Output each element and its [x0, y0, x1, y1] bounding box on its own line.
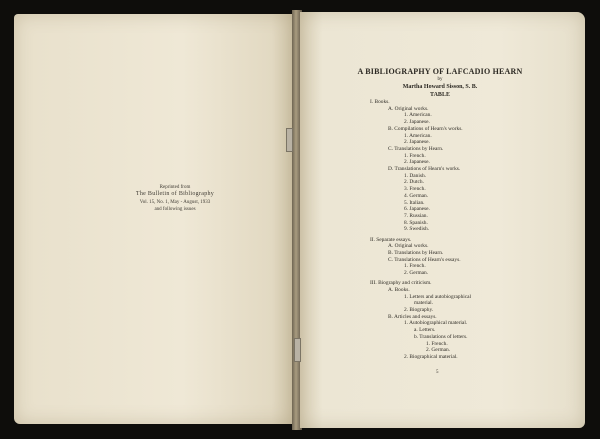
- toc-entry: A. Original works.: [388, 243, 429, 250]
- toc-entry: A. Books.: [388, 286, 410, 293]
- reprint-line: and following issues: [154, 207, 196, 213]
- toc-entry: C. Translations by Hearn.: [388, 145, 444, 152]
- toc-entry: a. Letters.: [414, 327, 436, 334]
- toc-entry: B. Translations by Hearn.: [388, 249, 444, 256]
- toc-entry: 1. American.: [404, 112, 432, 119]
- toc-entry: 2. German.: [426, 347, 451, 354]
- reprint-line: Vol. 15, No. 1, May - August, 1933: [139, 199, 211, 205]
- toc-entry: B. Articles and essays.: [388, 313, 437, 320]
- page-number: 5: [436, 370, 439, 375]
- toc-entry: 2. Japanese.: [404, 119, 430, 126]
- toc-entry: 2. Japanese.: [404, 159, 430, 166]
- toc-entry: 8. Spanish.: [404, 219, 428, 226]
- toc-entry: 1. Autobiographical material.: [404, 320, 468, 327]
- toc-entry: 1. French.: [404, 263, 426, 270]
- toc-entry: B. Compilations of Hearn's works.: [388, 125, 463, 132]
- by-line: by: [437, 77, 443, 82]
- toc-entry: 2. German.: [404, 270, 429, 276]
- author-name: Martha Howard Sisson, S. B.: [402, 84, 478, 90]
- table-heading: TABLE: [430, 92, 450, 98]
- toc-entry: 1. French.: [404, 152, 426, 159]
- toc-entry: 5. Italian.: [404, 199, 425, 206]
- toc-entry: 2. Biographical material.: [404, 353, 458, 360]
- reprint-line: Reprinted from: [159, 185, 191, 190]
- toc-entry: 2. Biography.: [404, 307, 434, 313]
- document-title: A BIBLIOGRAPHY OF LAFCADIO HEARN: [357, 67, 523, 76]
- toc-entry: material.: [414, 300, 434, 307]
- toc-entry: C. Translations of Hearn's essays.: [388, 256, 461, 263]
- toc-entry: 6. Japanese.: [404, 206, 430, 213]
- toc-entry: I. Books.: [370, 99, 390, 105]
- reprint-line: The Bulletin of Bibliography: [135, 191, 215, 198]
- toc-entry: 2. Dutch.: [404, 179, 424, 186]
- toc-entry: 2. Japanese.: [404, 139, 430, 146]
- toc-entry: 4. German.: [404, 192, 429, 199]
- toc-entry: 3. French.: [404, 186, 426, 193]
- toc-entry: 1. Letters and autobiographical: [404, 293, 472, 300]
- toc-entry: II. Separate essays.: [370, 236, 412, 243]
- toc-entry: 1. American.: [404, 132, 432, 139]
- toc-entry: b. Translations of letters.: [414, 333, 468, 340]
- toc-entry: 7. Russian.: [404, 212, 428, 219]
- toc-entry: III. Biography and criticism.: [370, 280, 432, 287]
- toc-entry: 1. French.: [426, 340, 448, 347]
- toc-entry: D. Translations of Hearn's works.: [388, 166, 461, 172]
- toc-entry: 9. Swedish.: [404, 226, 430, 233]
- toc-entry: 1. Danish.: [404, 172, 427, 179]
- toc-entry: A. Original works.: [388, 105, 429, 112]
